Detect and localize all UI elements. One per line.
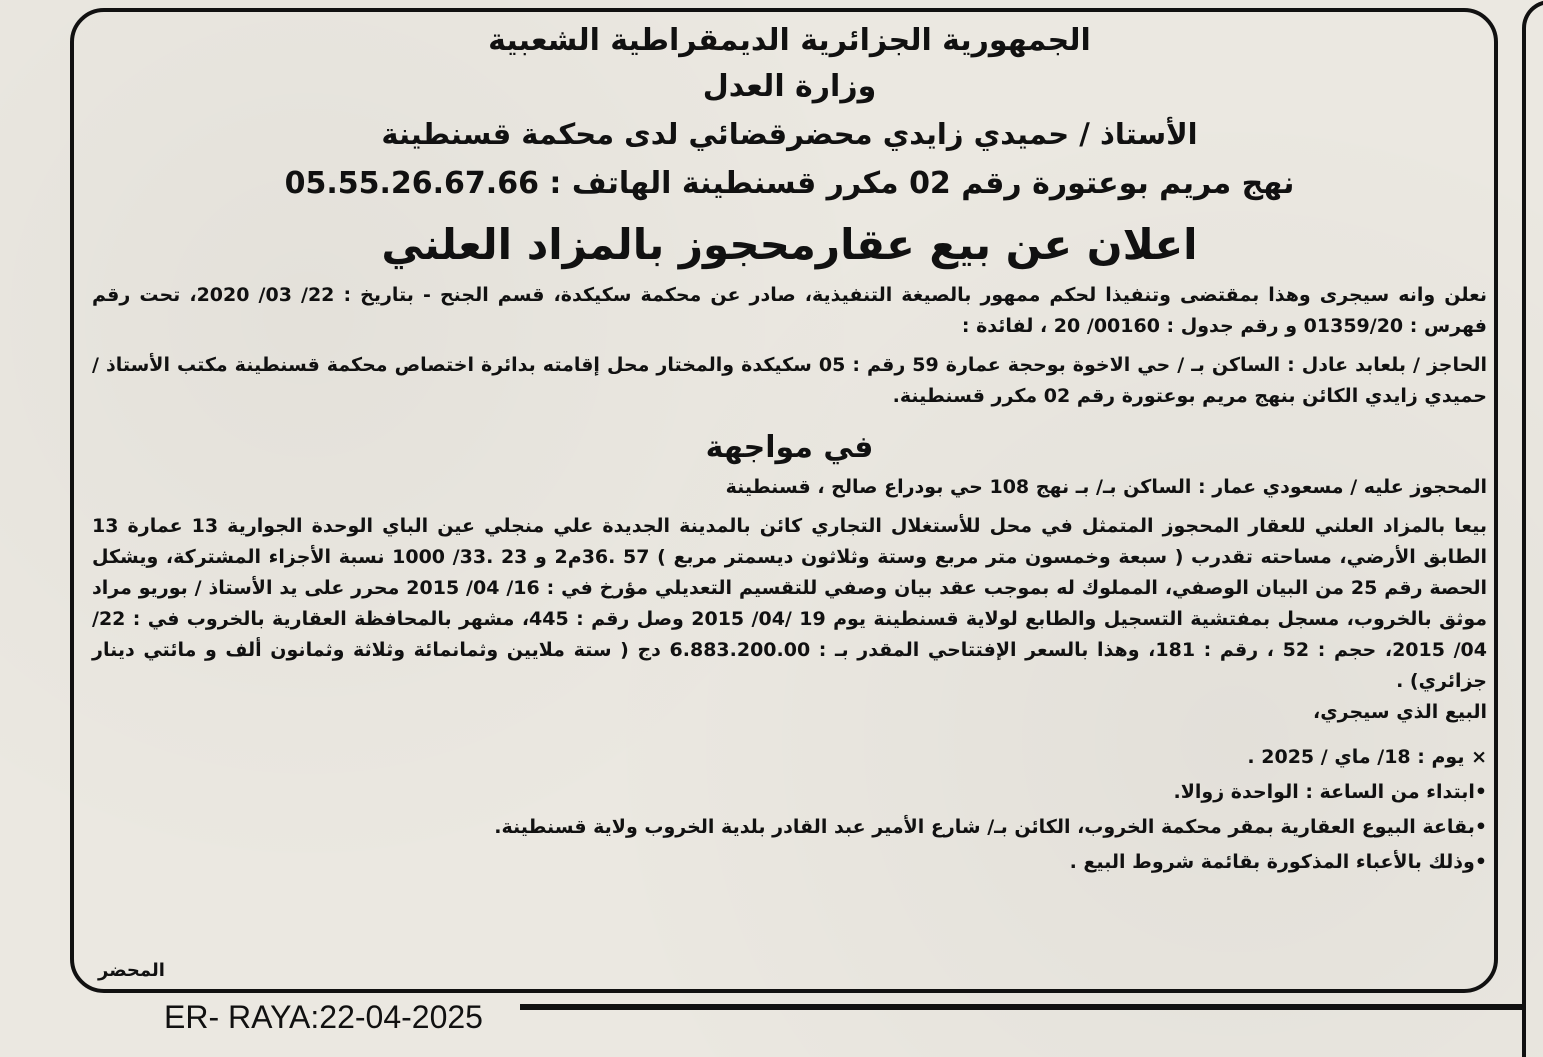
creditor-paragraph: الحاجز / بلعابد عادل : الساكن بـ / حي الاخوة بوحجة عمارة 59 رقم : 05 سكيكدة والمختار محل إقامته بدائرة اختصاص محكمة قسنطينة مكتب الأستاذ / حميدي زايدي الكائن بنهج مريم بوعتورة رقم 02 مكرر قسنطينة. [92,354,1487,407]
sale-location: •بقاعة البيوع العقارية بمقر محكمة الخروب، الكائن بـ/ شارع الأمير عبد القادر بلدية الخروب ولاية قسنطينة. [494,816,1487,838]
spacer [92,728,1487,740]
sale-charges: •وذلك بالأعباء المذكورة بقائمة شروط البيع . [1069,851,1487,873]
footer-rule [520,1004,1523,1010]
intro-paragraph: نعلن وانه سيجرى وهذا بمقتضى وتنفيذا لحكم ممهور بالصيغة التنفيذية، صادر عن محكمة سكيكدة، قسم الجنح - بتاريخ : 22/ 03/ 2020، تحت رقم فهرس : 01359/20 و رقم جدول : 00160/ 20 ، لفائدة : [92,284,1488,337]
bailiff-signature-label: المحضر [98,960,165,981]
adjacent-column-border [1522,0,1543,1057]
address-phone: نهج مريم بوعتورة رقم 02 مكرر قسنطينة الهاتف : 05.55.26.67.66 [284,166,1295,201]
publication-date: ER- RAYA:22-04-2025 [164,999,483,1035]
debtor-paragraph: المحجوز عليه / مسعودي عمار : الساكن بـ/ بـ نهج 108 حي بودراع صالح ، قسنطينة [725,476,1487,498]
spacer [92,503,1487,511]
spacer [92,412,1487,420]
announcement-content [92,18,1487,978]
spacer [92,342,1487,350]
state-name: الجمهورية الجزائرية الديمقراطية الشعبية [488,23,1091,58]
sale-time: •ابتداء من الساعة : الواحدة زوالا. [1173,781,1487,803]
sale-intro: البيع الذي سيجري، [1313,701,1487,723]
facing-heading: في مواجهة [705,430,874,465]
sale-date: × يوم : 18/ ماي / 2025 . [1247,746,1487,768]
bailiff-name: الأستاذ / حميدي زايدي محضرقضائي لدى محكمة قسنطينة [381,117,1198,151]
property-paragraph: بيعا بالمزاد العلني للعقار المحجوز المتمثل في محل للأستغلال التجاري كائن بالمدينة الجديدة علي منجلي عين الباي الوحدة الجوارية 13 عمارة 13 الطابق الأرضي، مساحته تقدرب ( سبعة وخمسون متر مربع وستة وثلاثون ديسمتر مربع ) 57 .36م2 و 23 .33/ 1000 نسبة الأجزاء المشتركة، ويشكل الحصة رقم 25 من البيان الوصفي، المملوك له بموجب عقد بيان وصفي للتقسيم التعديلي مؤرخ في : 16/ 04/ 2015 محرر على يد الأستاذ / بوريو مراد موثق بالخروب، مسجل بمفتشية التسجيل والطابع لولاية قسنطينة يوم 19 /04/ 2015 وصل رقم : 445، مشهر بالمحافظة العقارية بالخروب في : 22/ 04/ 2015، حجم : 52 ، رقم : 181، وهذا بالسعر الإفتتاحي المقدر بـ : 6.883.200.00 دج ( ستة ملايين وثمانمائة وثلاثة وثمانون ألف و مائتي دينار جزائري) . [92,515,1488,692]
announcement-title: اعلان عن بيع عقارمحجوز بالمزاد العلني [381,220,1198,269]
ministry-name: وزارة العدل [702,69,877,104]
